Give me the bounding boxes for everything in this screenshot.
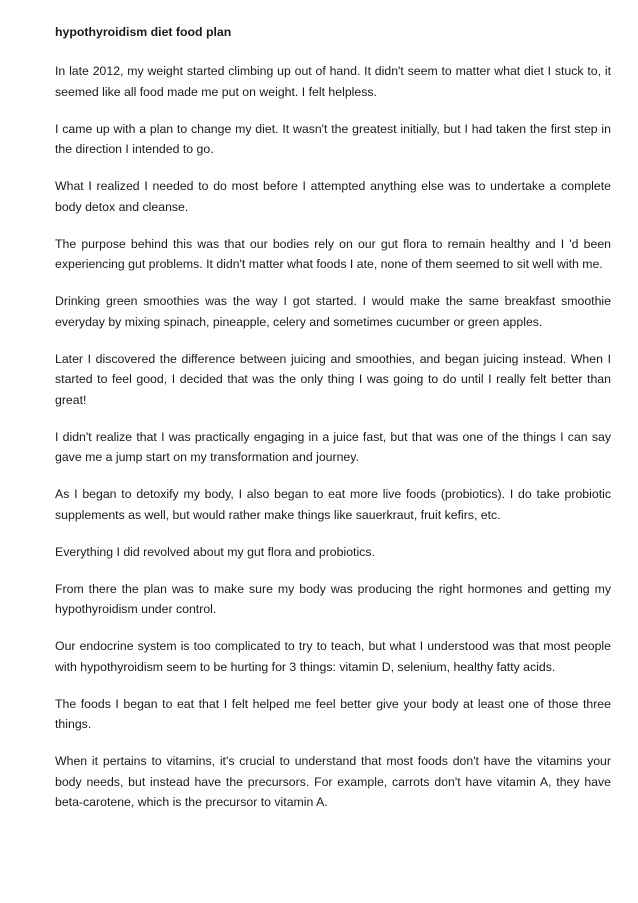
paragraph-1: In late 2012, my weight started climbing up out of hand. It didn't seem to matter what diet I stuck to, it seemed like all food made me put on weight. I felt helpless. — [55, 64, 611, 99]
document-page — [55, 22, 611, 829]
paragraph-7: I didn't realize that I was practically engaging in a juice fast, but that was one of the things I can say gave me a jump start on my transformation and journey. — [55, 429, 611, 464]
document-title: hypothyroidism diet food plan — [55, 25, 232, 39]
paragraph-3: What I realized I needed to do most before I attempted anything else was to undertake a complete body detox and cleanse. — [55, 179, 611, 214]
paragraph-9: Everything I did revolved about my gut flora and probiotics. — [55, 544, 375, 559]
paragraph-4: The purpose behind this was that our bodies rely on our gut flora to remain healthy and I 'd been experiencing gut problems. It didn't matter what foods I ate, none of them seemed to sit well with me. — [55, 236, 611, 271]
paragraph-5: Drinking green smoothies was the way I got started. I would make the same breakfast smoothie everyday by mixing spinach, pineapple, celery and sometimes cucumber or green apples. — [55, 294, 611, 329]
paragraph-12: The foods I began to eat that I felt helped me feel better give your body at least one of those three things. — [55, 696, 611, 731]
paragraph-2: I came up with a plan to change my diet. It wasn't the greatest initially, but I had taken the first step in the direction I intended to go. — [55, 121, 611, 156]
paragraph-13: When it pertains to vitamins, it's crucial to understand that most foods don't have the vitamins your body needs, but instead have the precursors. For example, carrots don't have vitamin A, they have beta-carotene, which is the precursor to vitamin A. — [55, 754, 611, 809]
paragraph-6: Later I discovered the difference between juicing and smoothies, and began juicing instead. When I started to feel good, I decided that was the only thing I was going to do until I really felt better than great! — [55, 351, 611, 407]
paragraph-10: From there the plan was to make sure my body was producing the right hormones and getting my hypothyroidism under control. — [55, 581, 611, 616]
paragraph-8: As I began to detoxify my body, I also began to eat more live foods (probiotics). I do take probiotic supplements as well, but would rather make things like sauerkraut, fruit kefirs, etc. — [55, 487, 611, 522]
paragraph-11: Our endocrine system is too complicated to try to teach, but what I understood was that most people with hypothyroidism seem to be hurting for 3 things: vitamin D, selenium, healthy fatty acids. — [55, 639, 611, 674]
